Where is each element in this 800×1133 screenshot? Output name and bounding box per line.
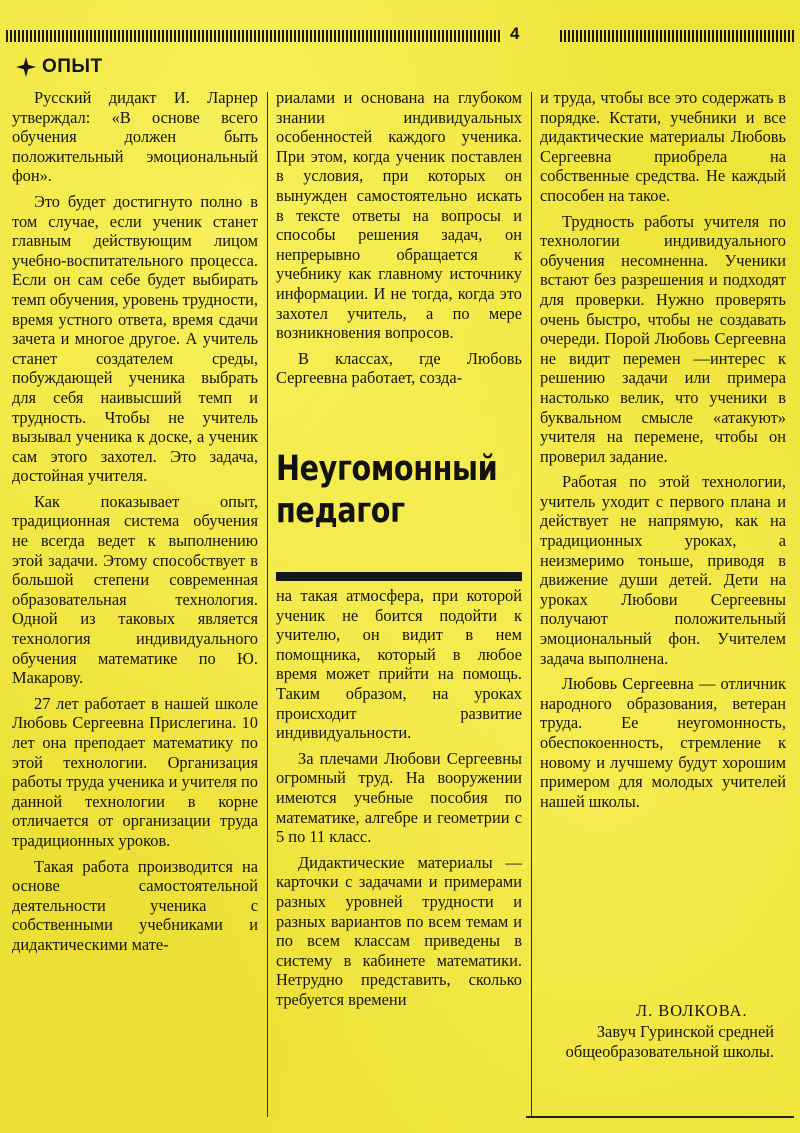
paragraph: на такая атмосфера, при которой ученик не боится подойти к учителю, он видит в нем помощника, который в любое время может прийти на помощь. Таким образом, на уроках происходит развитие индивидуальности. — [276, 586, 522, 743]
rubric — [16, 56, 103, 78]
paragraph: Трудность работы учителя по технологии индивидуального обучения несомненна. Ученики встают без разрешения и подходят для проверки. Нужно проверять очень быстро, чтобы не создавать очереди. Порой Любовь Сергеевна не видит перемен —интерес к решению задачи или примера настолько велик, что ученики в буквальном смысле «атакуют» учителя на перемене, чтобы он проверил задание. — [540, 211, 786, 466]
column-divider — [531, 92, 532, 1117]
paragraph: и труда, чтобы все это содержать в порядке. Кстати, учебники и все дидактические материалы Любовь Сергеевна приобрела на собственные средства. Не каждый способен на такое. — [540, 88, 786, 205]
paragraph: Как показывает опыт, традиционная система обучения не всегда ведет к выполнению этой задачи. Этому способствует в большой степени современная образовательная технология. Одной из таковых является технология индивидуального обучения математике по Ю. Макарову. — [12, 491, 258, 688]
headline-line-2: педагог — [276, 491, 405, 531]
rubric-label: ОПЫТ — [42, 56, 103, 77]
bottom-rule — [526, 1116, 794, 1118]
article-column-1 — [12, 88, 258, 955]
paragraph: риалами и основана на глубоком знании индивидуальных особенностей каждого ученика. При этом, когда ученик поставлен в условия, при которых он вынужден самостоятельно искать в тексте ответы на вопросы и способы решения задач, он непрерывно обращается к учебнику как главному источнику информации. И не тогда, когда это захотел учитель, а по мере возникновения вопросов. — [276, 88, 522, 343]
star-icon — [16, 57, 36, 77]
paragraph: Любовь Сергеевна — отличник народного образования, ветеран труда. Ее неугомонность, обеспокоенность, стремление к новому и лучшему будут хорошим примером для молодых учителей нашей школы. — [540, 674, 786, 811]
paragraph: В классах, где Любовь Сергеевна работает, созда- — [276, 348, 522, 388]
page-number: 4 — [510, 24, 520, 43]
paragraph: Русский дидакт И. Ларнер утверждал: «В основе всего обучения должен быть положительный эмоциональный фон». — [12, 88, 258, 186]
column-divider — [267, 92, 268, 1117]
author-post: Завуч Гуринской средней общеобразовательной школы. — [565, 1022, 774, 1061]
headline-underline — [276, 572, 522, 581]
article-column-2-bottom — [276, 586, 522, 1009]
paragraph: Такая работа производится на основе самостоятельной деятельности ученика с собственными учебниками и дидактическими мате- — [12, 856, 258, 954]
header-rule-right — [560, 30, 794, 42]
header-rule-left — [6, 30, 500, 42]
paragraph: За плечами Любови Сергеевны огромный труд. На вооружении имеются учебные пособия по математике, алгебре и геометрии с 5 по 11 класс. — [276, 748, 522, 847]
paragraph: 27 лет работает в нашей школе Любовь Сергеевна Прислегина. 10 лет она преподает математику по этой технологии. Организация работы труда ученика и учителя по данной технологии в корне отличается от организации труда традиционных уроков. — [12, 693, 258, 850]
headline-line-1: Неугомонный — [276, 449, 498, 489]
paragraph: Это будет достигнуто полно в том случае, если ученик станет главным действующим лицом учебно-воспитательного процесса. Если он сам себе будет выбирать темп обучения, уровень трудности, время устного ответа, время сдачи зачета и многое другое. А учитель станет создателем среды, побуждающей ученика выбрать для себя наивысший темп и трудность. Чтобы не учитель вызывал ученика к доске, а ученик сам этого захотел. Это задача, достойная учителя. — [12, 191, 258, 486]
author-name: Л. ВОЛКОВА. — [636, 1001, 748, 1020]
paragraph: Работая по этой технологии, учитель уходит с первого плана и действует не напрямую, как на традиционных уроках, а неизмеримо тоньше, приводя в движение души детей. Дети на уроках Любови Сергеевны получают положительный эмоциональный фон. Учителем задача выполнена. — [540, 472, 786, 668]
paragraph: Дидактические материалы — карточки с задачами и примерами разных уровней трудности и разных вариантов по всем темам и по всем классам приведены в систему в кабинете математики. Нетрудно представить, сколько требуется времени — [276, 852, 522, 1009]
article-column-3 — [540, 88, 786, 811]
article-column-2-top — [276, 88, 522, 388]
article-headline — [276, 448, 498, 532]
